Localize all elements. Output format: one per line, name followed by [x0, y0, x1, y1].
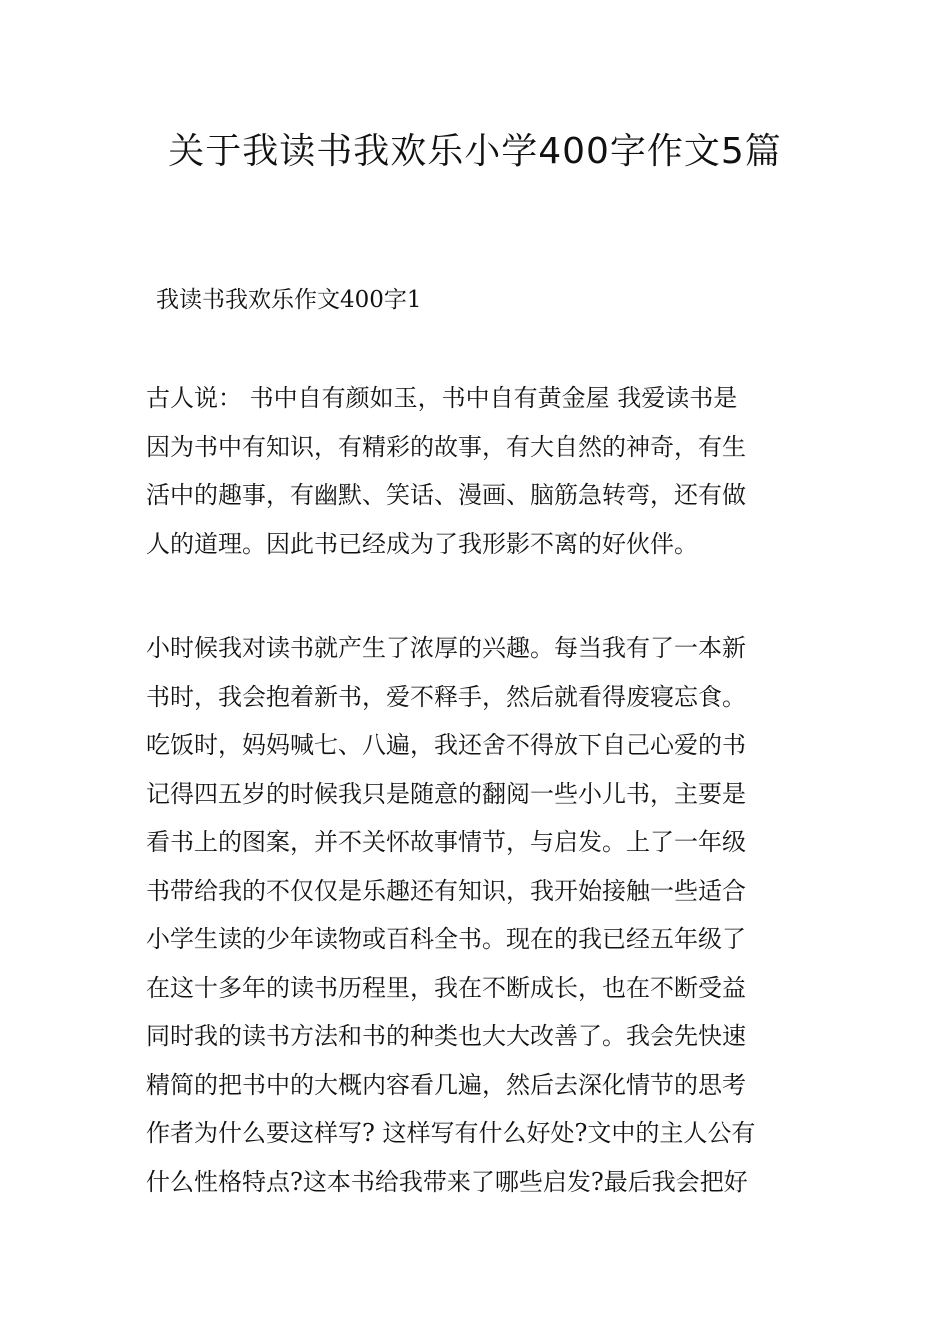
paragraph-line: 吃饭时，妈妈喊七、八遍，我还舍不得放下自己心爱的书 — [146, 731, 746, 759]
paragraph-line: 小学生读的少年读物或百科全书。现在的我已经五年级了 — [146, 925, 746, 953]
paragraph-line: 活中的趣事，有幽默、笑话、漫画、脑筋急转弯，还有做 — [146, 481, 746, 509]
paragraph-line: 作者为什么要这样写? 这样写有什么好处?文中的主人公有 — [146, 1119, 756, 1147]
paragraph-1 — [146, 374, 816, 568]
paragraph-line: 小时候我对读书就产生了浓厚的兴趣。每当我有了一本新 — [146, 634, 746, 662]
paragraph-line: 因为书中有知识，有精彩的故事，有大自然的神奇，有生 — [146, 432, 746, 461]
paragraph-line: 书带给我的不仅仅是乐趣还有知识，我开始接触一些适合 — [146, 876, 746, 905]
paragraph-line: 精简的把书中的大概内容看几遍，然后去深化情节的思考 — [146, 1070, 746, 1099]
paragraph-line: 人的道理。因此书已经成为了我形影不离的好伙伴。 — [146, 529, 698, 558]
paragraph-2 — [146, 624, 816, 1206]
paragraph-line: 什么性格特点?这本书给我带来了哪些启发?最后我会把好 — [146, 1167, 748, 1196]
essay-subtitle: 我读书我欢乐作文400字1 — [156, 287, 422, 313]
paragraph-line: 看书上的图案，并不关怀故事情节，与启发。上了一年级 — [146, 828, 746, 856]
document-title: 关于我读书我欢乐小学400字作文5篇 — [168, 131, 782, 172]
paragraph-line: 同时我的读书方法和书的种类也大大改善了。我会先快速 — [146, 1022, 746, 1050]
paragraph-line: 在这十多年的读书历程里，我在不断成长，也在不断受益 — [146, 973, 746, 1002]
paragraph-line: 书时，我会抱着新书，爱不释手，然后就看得废寝忘食。 — [146, 682, 746, 711]
paragraph-line: 记得四五岁的时候我只是随意的翻阅一些小儿书，主要是 — [146, 779, 746, 808]
paragraph-line: 古人说： 书中自有颜如玉，书中自有黄金屋 我爱读书是 — [146, 384, 738, 412]
